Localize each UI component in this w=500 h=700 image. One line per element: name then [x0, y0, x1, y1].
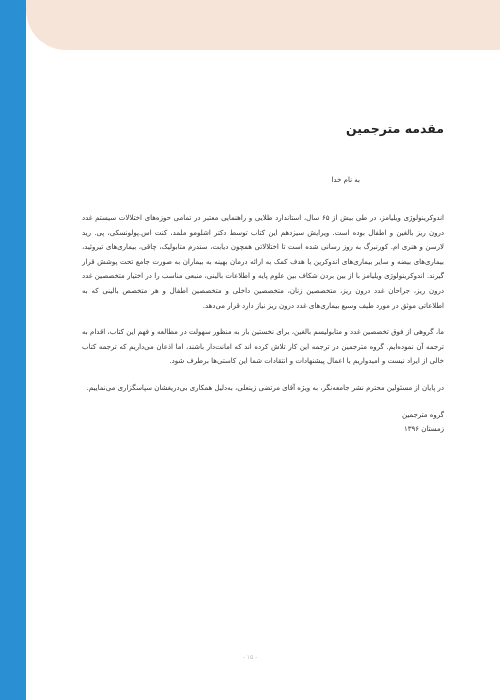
decorative-side-bar: [0, 0, 26, 700]
paragraph-intro: اندوکرینولوژی ویلیامز، در طی بیش از ۶۵ سال، استاندارد طلایی و راهنمایی معتبر در تمامی حوزه‌های اختلالات سیستم غدد درون ریز بالغین و اطفال بوده است. ویرایش سیزدهم این کتاب توسط دکتر اشلومو ملمد، کنت اس.پولونسکی، پی. رید لارسن و هنری ام. کورنبرگ به روز رسانی شده است تا اختلالاتی همچون دیابت، سندرم متابولیک، چاقی، بیماری‌های تیروئید، بیماری‌های بیضه و سایر بیماری‌های اندوکرین با هدف کمک به ارائه درمان بهینه به بیماران به صورت جامع تحت پوشش قرار گیرند. اندوکرینولوژی ویلیامز با از بین بردن شکاف بین علوم پایه و اطلاعات بالینی، منبعی مناسب را در اختیار متخصصین غدد درون ریز، جراحان غدد درون ریز، متخصصین زنان، متخصصین داخلی و متخصصین اطفال و هر متخصص بالینی که به اطلاعاتی موثق در مورد طیف وسیع بیماری‌های غدد درون ریز نیاز دارد قرار می‌دهد.: [82, 214, 444, 310]
translators-preface: [82, 120, 444, 437]
page-title: مقدمه مترجمین: [346, 121, 444, 136]
page-number: - ۱۵ -: [242, 654, 258, 661]
basmala: به نام خدا: [331, 176, 360, 184]
signature-date: زمستان ۱۳۹۶: [403, 425, 444, 434]
signature-group: گروه مترجمین: [401, 410, 444, 419]
signature-block: [82, 408, 444, 437]
decorative-top-band: [26, 0, 500, 50]
paragraph-translators: ما، گروهی از فوق تخصصین غدد و متابولیسم بالغین، برای نخستین بار به منظور سهولت در مطالعه و فهم این کتاب، اقدام به ترجمه آن نموده‌ایم. گروه مترجمین در ترجمه این کار تلاش کرده اند که امانت‌دار باشند، اما اذعان می‌داریم که ترجمه کتاب خالی از ایراد نیست و امیدواریم با اعمال پیشنهادات و انتقادات شما این کاستی‌ها برطرف شود.: [82, 328, 444, 366]
paragraph-acknowledgement: در پایان از مسئولین محترم نشر جامعه‌نگر، به ویژه آقای مرتضی زینعلی، به‌دلیل همکاری بی‌دریغشان سپاسگزاری می‌نماییم.: [86, 383, 444, 392]
